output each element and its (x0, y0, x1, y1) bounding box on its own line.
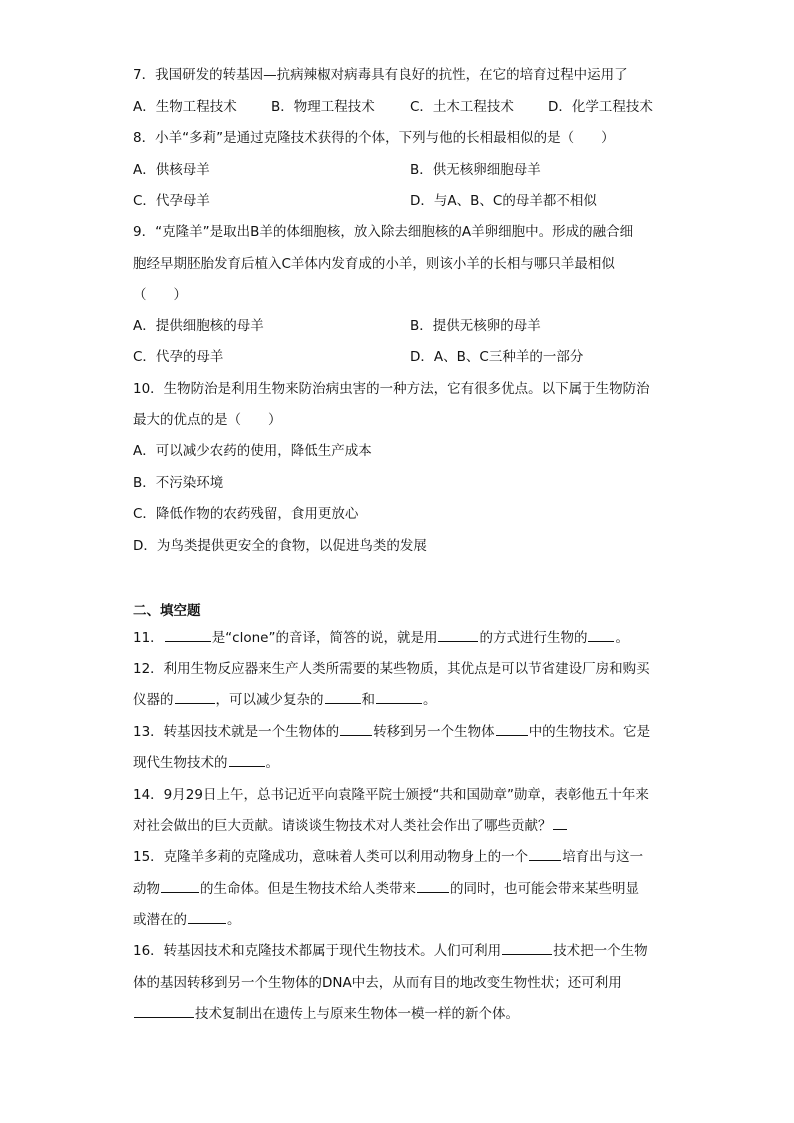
q11-text-3: 的方式进行生物的 (479, 630, 588, 646)
q15-text-e: 的同时，也可能会带来某些明显 (450, 881, 639, 897)
q15-text-f: 或潜在的 (133, 912, 187, 928)
q14-blank (553, 817, 567, 830)
q7-option-b: B．物理工程技术 (271, 99, 375, 115)
q10-option-c: C．降低作物的农药残留，食用更放心 (133, 506, 359, 522)
q11-line (133, 629, 629, 647)
q13-text-a: 13．转基因技术就是一个生物体的 (133, 724, 340, 740)
q13-blank-3 (229, 754, 265, 767)
q12-text-c: 和 (361, 692, 375, 708)
q13-blank-1 (340, 723, 372, 736)
q13-line-1 (133, 723, 650, 741)
q7-option-a: A．生物工程技术 (133, 99, 237, 115)
q12-text-a: 仪器的 (133, 692, 174, 708)
q12-text-b: ，可以减少复杂的 (215, 692, 324, 708)
q9-option-b: B．提供无核卵的母羊 (410, 318, 541, 334)
q13-blank-2 (496, 723, 528, 736)
q10-stem-line-1: 10．生物防治是利用生物来防治病虫害的一种方法，它有很多优点。以下属于生物防治 (133, 381, 650, 397)
q15-text-b: 培育出与这一 (562, 849, 644, 865)
q11-text-2: 是“clone”的音译，简答的说，就是用 (211, 630, 438, 646)
q13-text-c: 中的生物技术。它是 (528, 724, 651, 740)
q7-option-c: C．土木工程技术 (410, 99, 514, 115)
q12-blank-1 (175, 691, 215, 704)
q13-text-b: 转移到另一个生物体 (373, 724, 495, 740)
q15-line-1 (133, 848, 643, 866)
q15-line-2 (133, 880, 639, 898)
q11-blank-3 (588, 629, 614, 642)
q10-option-b: B．不污染环境 (133, 475, 224, 491)
q11-blank-2 (438, 629, 478, 642)
q15-text-c: 动物 (133, 881, 160, 897)
q15-blank-4 (188, 911, 226, 924)
section-heading: 二、填空题 (133, 603, 201, 619)
q16-line-2: 体的基因转移到另一个生物体的DNA中去，从而有目的地改变生物性状；还可利用 (133, 975, 622, 991)
q15-blank-3 (417, 880, 449, 893)
q15-line-3 (133, 911, 241, 929)
q10-option-a: A．可以减少农药的使用，降低生产成本 (133, 443, 372, 459)
q14-line-2 (133, 817, 568, 835)
q15-blank-1 (529, 848, 561, 861)
q9-stem-line-1: 9．“克隆羊”是取出B羊的体细胞核，放入除去细胞核的A羊卵细胞中。形成的融合细 (133, 224, 634, 240)
q8-option-d: D．与A、B、C的母羊都不相似 (410, 193, 597, 209)
q9-option-d: D．A、B、C三种羊的一部分 (410, 349, 584, 365)
q13-text-d: 现代生物技术的 (133, 755, 228, 771)
q13-text-e: 。 (265, 755, 279, 771)
q12-line-1: 12．利用生物反应器来生产人类所需要的某些物质，其优点是可以节省建设厂房和购买 (133, 661, 650, 677)
q16-line-1 (133, 942, 648, 960)
q15-blank-2 (161, 880, 199, 893)
q9-option-c: C．代孕的母羊 (133, 349, 224, 365)
q8-option-b: B．供无核卵细胞母羊 (410, 162, 541, 178)
q12-line-2 (133, 691, 437, 709)
q8-stem: 8．小羊“多莉”是通过克隆技术获得的个体，下列与他的长相最相似的是（ ） (133, 130, 615, 146)
q12-text-d: 。 (423, 692, 437, 708)
q11-blank-1 (165, 629, 211, 642)
q15-text-g: 。 (227, 912, 241, 928)
q10-option-d: D．为鸟类提供更安全的食物，以促进鸟类的发展 (133, 538, 427, 554)
q11-text-4: 。 (615, 630, 629, 646)
q8-option-a: A．供核母羊 (133, 162, 210, 178)
q16-text-c: 技术复制出在遗传上与原来生物体一模一样的新个体。 (195, 1006, 519, 1022)
q16-line-3 (133, 1005, 519, 1023)
q16-blank-2 (134, 1005, 194, 1018)
q7-option-d: D．化学工程技术 (548, 99, 653, 115)
q9-stem-line-3: （ ） (133, 287, 187, 303)
q9-stem-line-2: 胞经早期胚胎发育后植入C羊体内发育成的小羊，则该小羊的长相与哪只羊最相似 (133, 256, 615, 272)
q12-blank-3 (376, 691, 422, 704)
q9-option-a: A．提供细胞核的母羊 (133, 318, 264, 334)
q16-text-b: 技术把一个生物 (553, 943, 648, 959)
q10-stem-line-2: 最大的优点的是（ ） (133, 412, 282, 428)
q11-text-1: 11． (133, 630, 164, 646)
q16-text-a: 16．转基因技术和克隆技术都属于现代生物技术。人们可利用 (133, 943, 502, 959)
q14-text: 对社会做出的巨大贡献。请谈谈生物技术对人类社会作出了哪些贡献？ (133, 818, 552, 834)
q14-line-1: 14．9月29日上午，总书记近平向袁隆平院士颁授“共和国勋章”勋章，表彰他五十年来 (133, 787, 649, 803)
q16-blank-1 (502, 942, 552, 955)
q15-text-d: 的生命体。但是生物技术给人类带来 (200, 881, 416, 897)
q8-option-c: C．代孕母羊 (133, 193, 210, 209)
q15-text-a: 15．克隆羊多莉的克隆成功，意味着人类可以利用动物身上的一个 (133, 849, 529, 865)
q7-stem: 7．我国研发的转基因—抗病辣椒对病毒具有良好的抗性，在它的培育过程中运用了 (133, 67, 628, 83)
q13-line-2 (133, 754, 279, 772)
q12-blank-2 (325, 691, 361, 704)
